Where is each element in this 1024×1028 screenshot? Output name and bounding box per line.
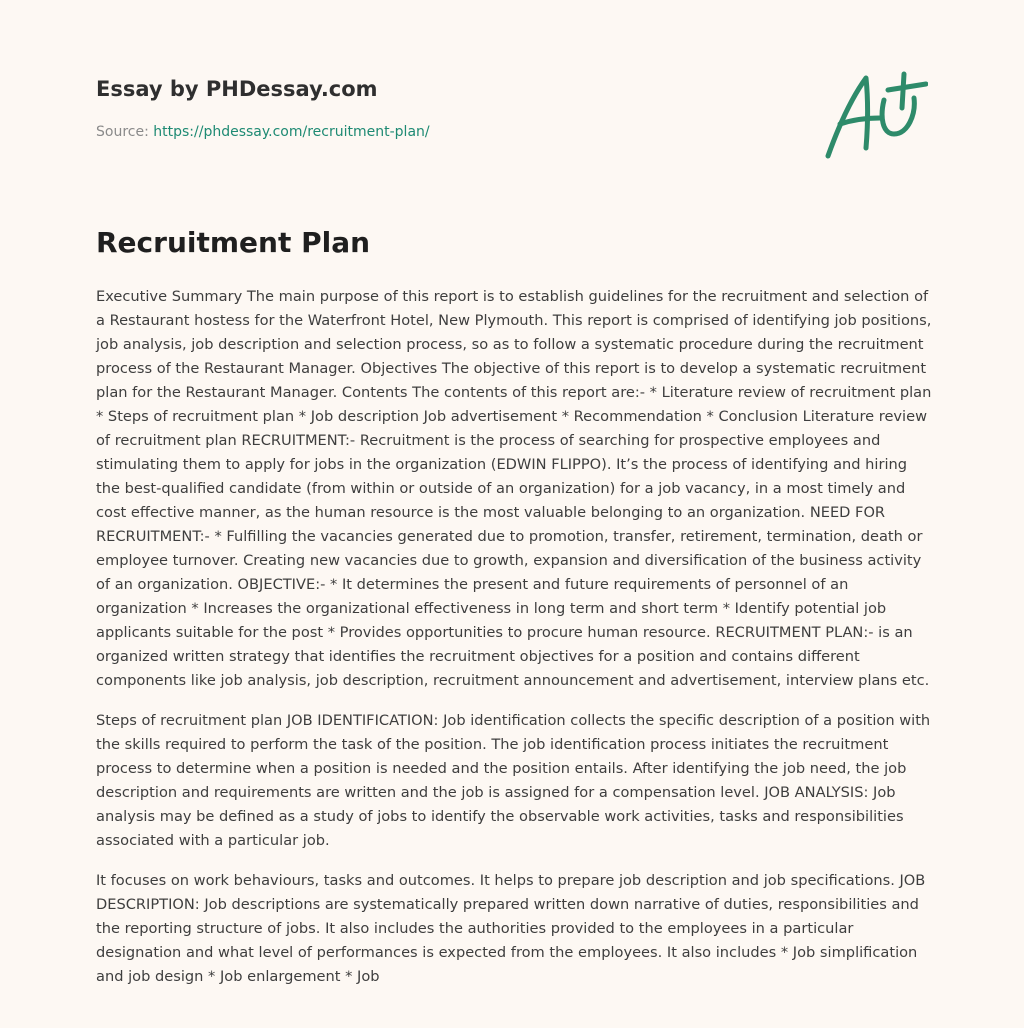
essay-paragraph: Executive Summary The main purpose of this report is to establish guidelines for the recruitment and selection of a Restaurant hostess for the Waterfront Hotel, New Plymouth. This report is comprised of identifying job positions, job analysis, job description and selection process, so as to follow a systematic procedure during the recruitment process of the Restaurant Manager. Objectives The objective of this report is to develop a systematic recruitment plan for the Restaurant Manager. Contents The contents of this report are:- * Literature review of recruitment plan * Steps of recruitment plan * Job description Job advertisement * Recommendation * Conclusion Literature review of recruitment plan RECRUITMENT:- Recruitment is the process of searching for prospective employees and stimulating them to apply for jobs in the organization (EDWIN FLIPPO). It’s the process of identifying and hiring the best-qualified candidate (from within or outside of an organization) for a job vacancy, in a most timely and cost effective manner, as the human resource is the most valuable belonging to an organization. NEED FOR RECRUITMENT:- * Fulfilling the vacancies generated due to promotion, transfer, retirement, termination, death or employee turnover. Creating new vacancies due to growth, expansion and diversification of the business activity of an organization. OBJECTIVE:- * It determines the present and future requirements of personnel of an organization * Increases the organizational effectiveness in long term and short term * Identify potential job applicants suitable for the post * Provides opportunities to procure human resource. RECRUITMENT PLAN:- is an organized written strategy that identifies the recruitment objectives for a position and contains different components like job analysis, job description, recruitment announcement and advertisement, interview plans etc. <box>96 288 932 689</box>
essay-paragraph: Steps of recruitment plan JOB IDENTIFICATION: Job identification collects the specific description of a position with the skills required to perform the task of the position. The job identification process initiates the recruitment process to determine when a position is needed and the position entails. After identifying the job need, the job description and requirements are written and the job is assigned for a compensation level. JOB ANALYSIS: Job analysis may be defined as a study of jobs to identify the observable work activities, tasks and responsibilities associated with a particular job. <box>96 712 931 849</box>
source-line <box>96 124 430 140</box>
site-title: Essay by PHDessay.com <box>96 77 378 101</box>
source-link[interactable]: https://phdessay.com/recruitment-plan/ <box>153 124 430 140</box>
essay-body <box>96 285 932 1005</box>
essay-paragraph: It focuses on work behaviours, tasks and outcomes. It helps to prepare job description and job specifications. JOB DESCRIPTION: Job descriptions are systematically prepared written down narrative of duties, responsibilities and the reporting structure of jobs. It also includes the authorities provided to the employees in a particular designation and what level of performances is expected from the employees. It also includes * Job simplification and job design * Job enlargement * Job <box>96 872 926 985</box>
source-label: Source: <box>96 124 149 140</box>
essay-title: Recruitment Plan <box>96 226 371 259</box>
a-plus-logo-icon <box>822 68 928 164</box>
